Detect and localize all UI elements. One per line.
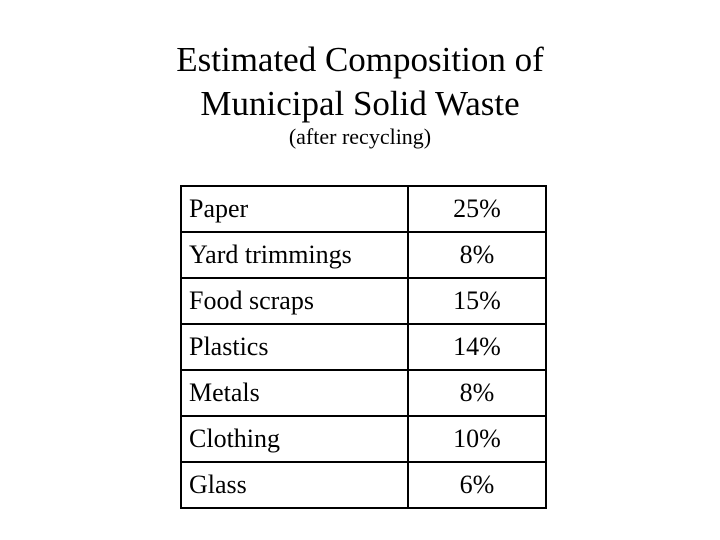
percent-cell: 14%: [408, 324, 546, 370]
table-row: [181, 278, 546, 324]
percent-cell: 10%: [408, 416, 546, 462]
category-cell: Glass: [181, 462, 408, 508]
category-cell: Yard trimmings: [181, 232, 408, 278]
composition-table: [180, 185, 547, 509]
category-cell: Metals: [181, 370, 408, 416]
subtitle: (after recycling): [288, 124, 432, 149]
table-row: [181, 462, 546, 508]
title-line-2: Municipal Solid Waste: [200, 84, 520, 123]
table-row: [181, 232, 546, 278]
title-line-1: Estimated Composition of: [176, 40, 544, 79]
table-row: [181, 186, 546, 232]
percent-cell: 8%: [408, 370, 546, 416]
table-row: [181, 416, 546, 462]
category-cell: Paper: [181, 186, 408, 232]
table-row: [181, 324, 546, 370]
category-cell: Plastics: [181, 324, 408, 370]
page-title: [0, 38, 720, 126]
percent-cell: 8%: [408, 232, 546, 278]
percent-cell: 6%: [408, 462, 546, 508]
category-cell: Food scraps: [181, 278, 408, 324]
percent-cell: 25%: [408, 186, 546, 232]
table-row: [181, 370, 546, 416]
category-cell: Clothing: [181, 416, 408, 462]
percent-cell: 15%: [408, 278, 546, 324]
